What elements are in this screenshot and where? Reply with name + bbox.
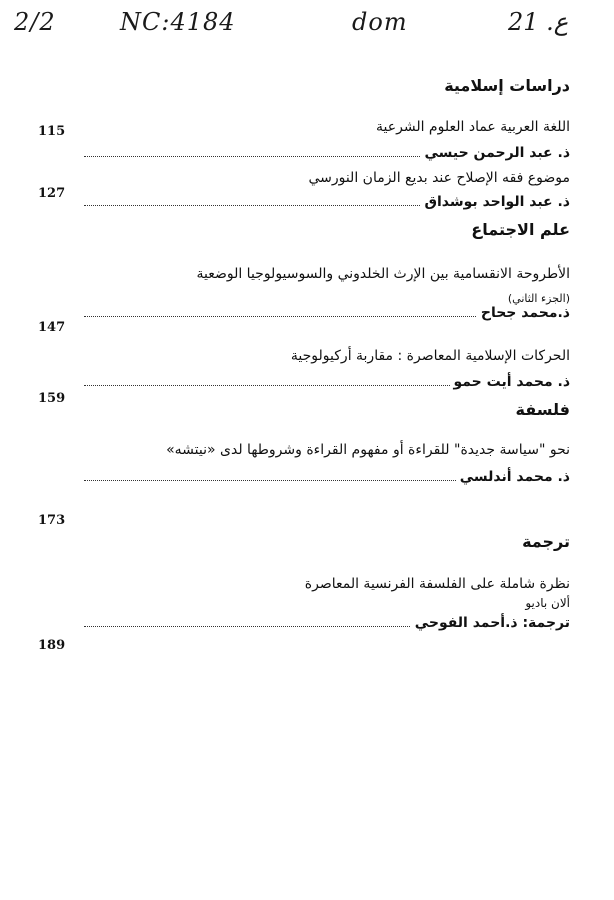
toc-entry-subtitle: ألان باديو	[525, 596, 570, 610]
toc-entry-page: 127	[38, 186, 66, 201]
toc-entry-page: 173	[38, 513, 66, 528]
toc-entry-author: ذ. عبد الواحد بوشداق	[420, 194, 570, 210]
toc-entry-author: ذ. محمد أندلسي	[456, 469, 570, 485]
toc-entry-title: موضوع فقه الإصلاح عند بديع الزمان النورسي	[308, 170, 570, 186]
toc-entry-author: ذ. محمد أيت حمو	[450, 374, 570, 390]
handwritten-fraction: 2/2	[14, 8, 56, 36]
section-heading-sociology: علم الاجتماع	[471, 220, 570, 239]
toc-entry-title: الأطروحة الانقسامية بين الإرث الخلدوني والسوسيولوجيا الوضعية	[196, 266, 570, 282]
toc-entry-page: 115	[38, 124, 66, 139]
toc-entry-page: 189	[38, 638, 66, 653]
toc-entry-title: اللغة العربية عماد العلوم الشرعية	[376, 119, 570, 135]
section-heading-islamic-studies: دراسات إسلامية	[444, 76, 570, 95]
section-heading-translation: ترجمة	[522, 532, 570, 551]
toc-entry-title: نحو "سياسة جديدة" للقراءة أو مفهوم القراءة وشروطها لدى «نيتشه»	[166, 442, 570, 458]
handwritten-code: NC:4184	[120, 8, 236, 36]
toc-entry-author: ترجمة: ذ.أحمد الفوحي	[411, 615, 570, 631]
toc-entry-page: 159	[38, 391, 66, 406]
toc-entry-author: ذ.محمد جحاح	[477, 305, 570, 321]
section-heading-philosophy: فلسفة	[515, 400, 570, 419]
toc-entry-subtitle: (الجزء الثاني)	[507, 292, 570, 305]
toc-entry-page: 147	[38, 320, 66, 335]
handwritten-number: 21 .ع	[508, 8, 569, 36]
handwritten-mark: dom	[352, 8, 408, 36]
toc-entry-title: نظرة شاملة على الفلسفة الفرنسية المعاصرة	[304, 576, 570, 592]
toc-entry-title: الحركات الإسلامية المعاصرة : مقاربة أركيولوجية	[290, 348, 570, 364]
toc-entry-author: ذ. عبد الرحمن حيسي	[420, 145, 570, 161]
